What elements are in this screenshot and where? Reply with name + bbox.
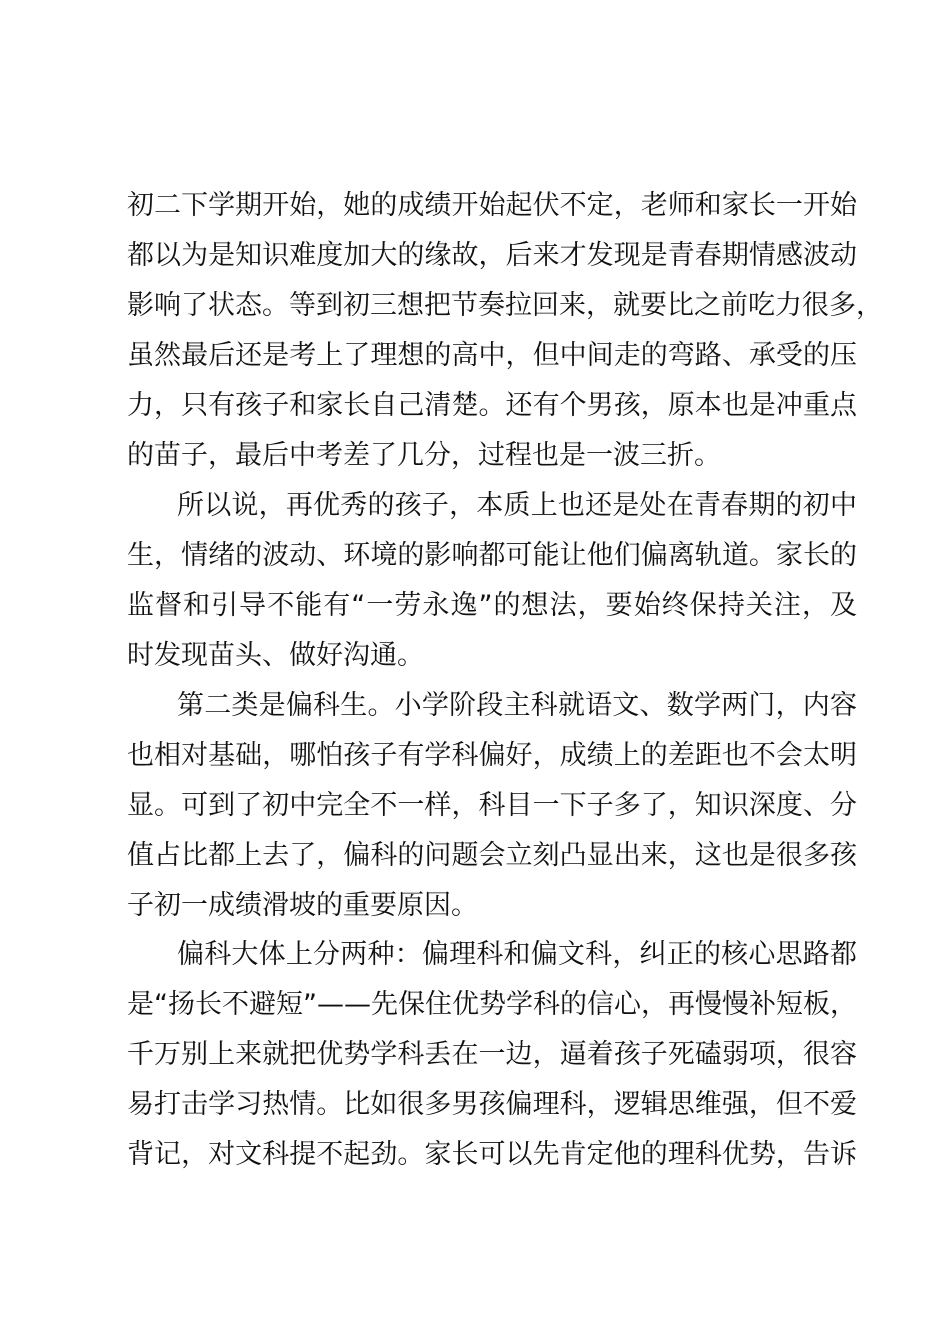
text-line: 显。可到了初中完全不一样，科目一下子多了，知识深度、分 bbox=[127, 790, 857, 821]
text-line: 影响了状态。等到初三想把节奏拉回来，就要比之前吃力很多， bbox=[127, 290, 883, 321]
text-line: 监督和引导不能有“一劳永逸”的想法，要始终保持关注，及 bbox=[127, 590, 857, 621]
text-line: 力，只有孩子和家长自己清楚。还有个男孩，原本也是冲重点 bbox=[127, 390, 857, 421]
text-line: 都以为是知识难度加大的缘故，后来才发现是青春期情感波动 bbox=[127, 240, 857, 271]
text-line: 生，情绪的波动、环境的影响都可能让他们偏离轨道。家长的 bbox=[127, 540, 857, 571]
text-line: 是“扬长不避短”——先保住优势学科的信心，再慢慢补短板， bbox=[127, 989, 857, 1020]
text-line: 子初一成绩滑坡的重要原因。 bbox=[127, 890, 478, 921]
text-line: 千万别上来就把优势学科丢在一边，逼着孩子死磕弱项，很容 bbox=[127, 1039, 857, 1070]
text-line: 值占比都上去了，偏科的问题会立刻凸显出来，这也是很多孩 bbox=[127, 840, 857, 871]
text-line: 虽然最后还是考上了理想的高中，但中间走的弯路、承受的压 bbox=[127, 340, 857, 371]
paragraph-first-line: 所以说，再优秀的孩子，本质上也还是处在青春期的初中 bbox=[177, 490, 857, 521]
text-line: 的苗子，最后中考差了几分，过程也是一波三折。 bbox=[127, 440, 721, 471]
paragraph-first-line: 偏科大体上分两种：偏理科和偏文科，纠正的核心思路都 bbox=[177, 939, 857, 970]
text-line: 初二下学期开始，她的成绩开始起伏不定，老师和家长一开始 bbox=[127, 190, 857, 221]
text-line: 易打击学习热情。比如很多男孩偏理科，逻辑思维强，但不爱 bbox=[127, 1089, 857, 1120]
text-line: 背记，对文科提不起劲。家长可以先肯定他的理科优势，告诉 bbox=[127, 1139, 857, 1170]
text-line: 时发现苗头、做好沟通。 bbox=[127, 640, 424, 671]
text-line: 也相对基础，哪怕孩子有学科偏好，成绩上的差距也不会太明 bbox=[127, 740, 857, 771]
paragraph-first-line: 第二类是偏科生。小学阶段主科就语文、数学两门，内容 bbox=[177, 690, 857, 721]
